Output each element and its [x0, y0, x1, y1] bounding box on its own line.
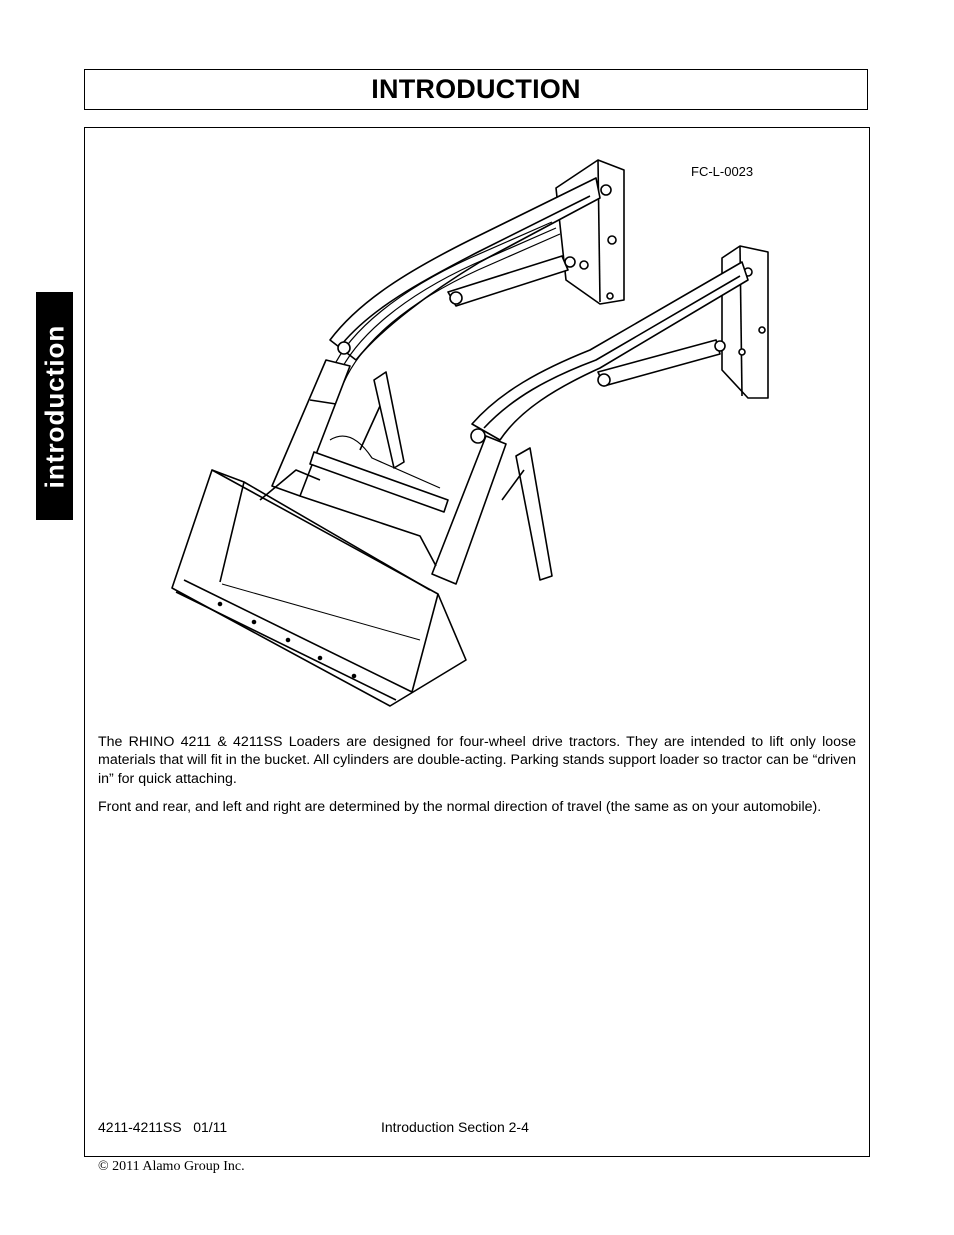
body-paragraph: Front and rear, and left and right are determined by the normal direction of travel (the same as on your automobile). — [98, 799, 822, 815]
body-paragraph: The RHINO 4211 & 4211SS Loaders are designed for four-wheel drive tractors. They are intended to lift only loose materials that will fit in the bucket. All cylinders are double-acting. Parking stands support loader so tractor can be “driven in” for quick attaching. — [98, 734, 856, 787]
figure-label: FC-L-0023 — [691, 164, 754, 179]
copyright-notice: © 2011 Alamo Group Inc. — [98, 1159, 245, 1174]
page-title: INTRODUCTION — [371, 74, 581, 104]
section-side-tab — [36, 292, 73, 520]
front-loader-illustration — [160, 150, 780, 715]
footer-doc-id: 4211-4211SS 01/11 — [98, 1119, 228, 1135]
footer-section: Introduction Section 2-4 — [381, 1119, 529, 1135]
page-header — [84, 69, 868, 110]
side-tab-label: introduction — [39, 324, 70, 488]
